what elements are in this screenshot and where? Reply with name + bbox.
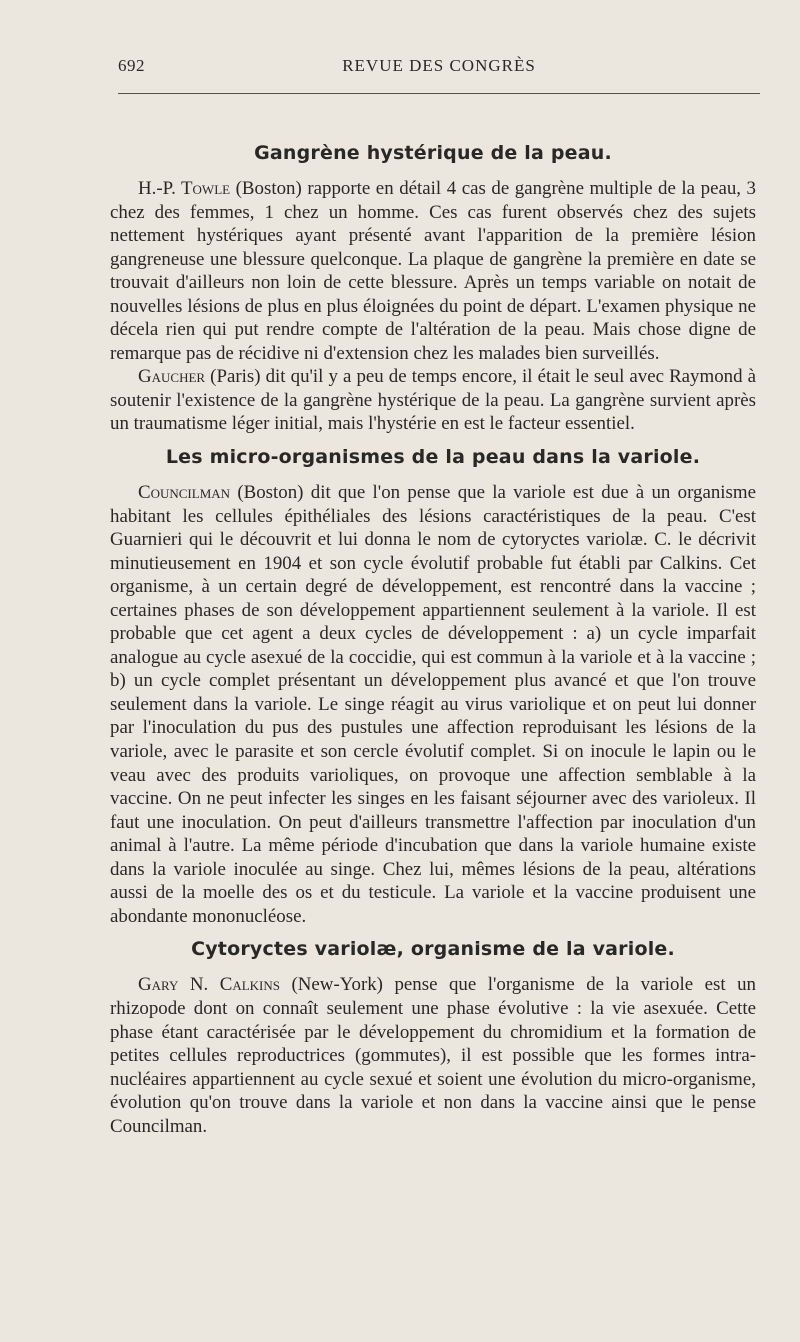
paragraph-gaucher (110, 365, 756, 436)
page-number: 692 (118, 56, 145, 75)
paragraph-calkins (110, 973, 756, 1138)
paragraph-text: (New-York) pense que l'organisme de la variole est un rhizopode dont on connaît seulement une phase évolutive : la vie asexuée. Cette phase étant caractérisée par le développement du chromidium et la formation de petites cellules reproductrices (gommutes), il est possible que les formes intra-nucléaires appartiennent au cycle sexué et soient une évolution du micro-organisme, évolution qu'on trouve dans la variole et non dans la vaccine ainsi que le pense Councilman. (110, 974, 756, 1137)
article-body (110, 142, 756, 1138)
section-title-cytoryctes: Cytoryctes variolæ, organisme de la variole. (191, 938, 675, 961)
paragraph-text: (Boston) dit que l'on pense que la variole est due à un organisme habitant les cellules épithéliales des lésions caractéristiques de la peau. C'est Guarnieri qui le découvrit et lui donna le nom de cytoryctes variolæ. C. le décrivit minutieusement en 1904 et son cycle évolutif probable fut établi par Calkins. Cet organisme, à un certain degré de développement, est rencontré dans la vaccine ; certaines phases de son développement appartiennent seulement à la variole. Il est probable que cet agent a deux cycles de développement : a) un cycle imparfait analogue au cycle asexué de la coccidie, qui est commun à la variole et à la vaccine ; b) un cycle complet présentant un développement plus avancé et que l'on trouve seulement dans la variole. Le singe réagit au virus variolique et on peut lui donner par l'inoculation du pus des pustules une affection reproduisant les lésions de la variole, avec le parasite et son cercle évolutif complet. Si on inocule le lapin ou le veau avec des produits varioliques, on provoque une affection semblable à la vaccine. On ne peut infecter les singes en les faisant séjourner avec des varioleux. Il faut une inoculation. On peut d'ailleurs transmettre l'affection par inoculation d'un animal à l'autre. La même période d'incubation que dans la variole humaine existe dans la variole inoculée au singe. Chez lui, mêmes lésions de la peau, altérations aussi de la moelle des os et du testicule. La variole et la vaccine produisent une abondante mononucléose. (110, 482, 756, 927)
header-rule (118, 93, 760, 94)
paragraph-text: (Boston) rapporte en détail 4 cas de gangrène multiple de la peau, 3 chez des femmes, 1 chez un homme. Ces cas furent observés chez des sujets nettement hystériques ayant présenté avant l'apparition de la première lésion gangreneuse une blessure quelconque. La plaque de gangrène la première en date se trouvait d'ailleurs non loin de cette blessure. Après un temps variable on notait de nouvelles lésions de plus en plus éloignées du point de départ. L'examen physique ne décela rien qui put rendre compte de l'altération de la peau. Mais chose digne de remarque pas de récidive ni d'extension chez les malades bien surveillés. (110, 178, 756, 364)
section-title-gangrene: Gangrène hystérique de la peau. (254, 142, 612, 164)
section-title-micro-organisms: Les micro-organismes de la peau dans la variole. (165, 446, 701, 469)
author-towle: H.-P. Towle (138, 178, 231, 199)
paragraph-councilman (110, 481, 756, 928)
author-calkins: Gary N. Calkins (138, 974, 280, 996)
running-head (118, 56, 760, 82)
paragraph-towle (110, 177, 756, 365)
author-councilman: Councilman (138, 482, 231, 504)
paragraph-text: (Paris) dit qu'il y a peu de temps encore, il était le seul avec Raymond à soutenir l'existence de la gangrène hystérique de la peau. La gangrène survient après un traumatisme léger initial, mais l'hystérie en est le facteur essentiel. (110, 366, 756, 435)
author-gaucher: Gaucher (138, 366, 206, 388)
journal-title: REVUE DES CONGRÈS (342, 56, 536, 75)
